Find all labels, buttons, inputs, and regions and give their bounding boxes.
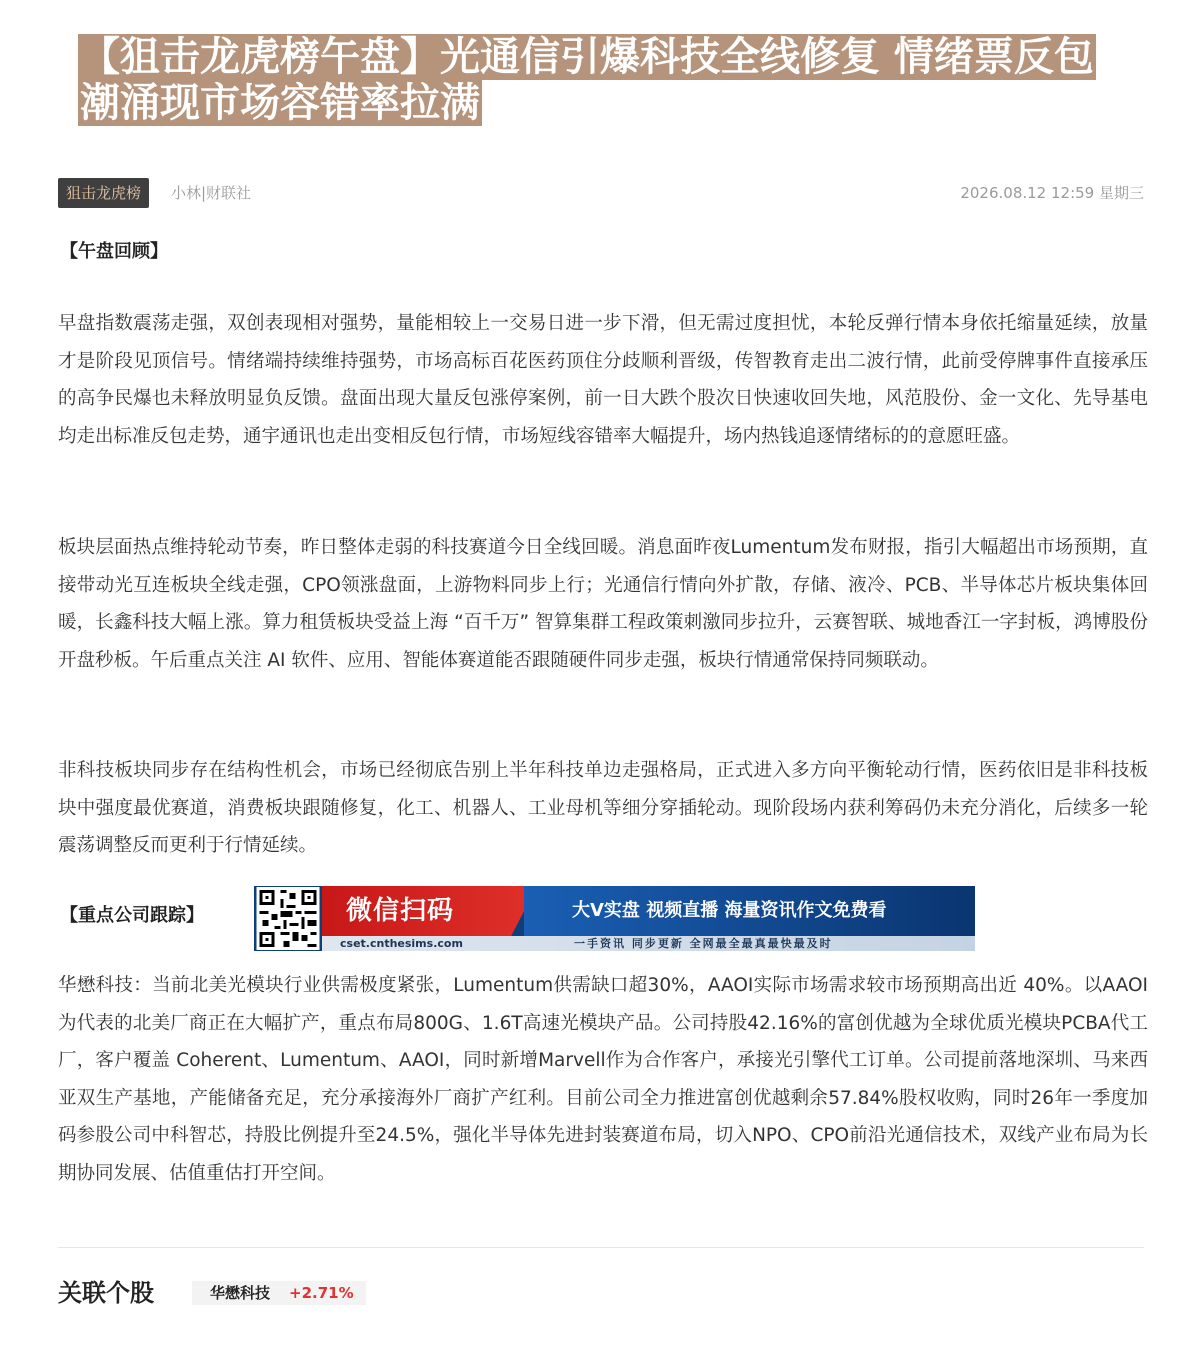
review-paragraph-3: 非科技板块同步存在结构性机会，市场已经彻底告别上半年科技单边走强格局，正式进入多方向平衡轮动行情，医药依旧是非科技板块中强度最优赛道，消费板块跟随修复，化工、机器人、工业母机等细分穿插轮动。现阶段场内获利筹码仍未充分消化，后续多一轮震荡调整反而更利于行情延续。 — [58, 760, 1148, 856]
column-tag[interactable]: 狙击龙虎榜 — [58, 178, 149, 208]
qr-code-icon — [256, 887, 320, 950]
section-heading-review: 【午盘回顾】 — [60, 241, 168, 262]
banner-url[interactable]: cset.cnthesims.com — [340, 937, 463, 950]
publish-datetime: 2026.08.12 12:59 星期三 — [960, 184, 1144, 202]
author-source[interactable]: 小林|财联社 — [171, 184, 252, 202]
stock-change: +2.71% — [289, 1284, 354, 1302]
article-meta — [58, 178, 1144, 208]
banner-main-text: 微信扫码 — [346, 896, 455, 926]
section-heading-company: 【重点公司跟踪】 — [60, 905, 204, 926]
title-line-2: 潮涌现市场容错率拉满 — [80, 80, 480, 126]
article-title — [78, 34, 1138, 126]
review-paragraph-2: 板块层面热点维持轮动节奏，昨日整体走弱的科技赛道今日全线回暖。消息面昨夜Lumentum发布财报，指引大幅超出市场预期，直接带动光互连板块全线走强，CPO领涨盘面，上游物料同步上行；光通信行情向外扩散，存储、液冷、PCB、半导体芯片板块集体回暖，长鑫科技大幅上涨。算力租赁板块受益上海 “百千万” 智算集群工程政策刺激同步拉升，云赛智联、城地香江一字封板，鸿博股份开盘秒板。午后重点关注 AI 软件、应用、智能体赛道能否跟随硬件同步走强，板块行情通常保持同频联动。 — [58, 537, 1148, 671]
company-paragraph: 华懋科技：当前北美光模块行业供需极度紧张，Lumentum供需缺口超30%，AAOI实际市场需求较市场预期高出近 40%。以AAOI为代表的北美厂商正在大幅扩产，重点布局800G、1.6T高速光模块产品。公司持股42.16%的富创优越为全球优质光模块PCBA代工厂，客户覆盖 Coherent、Lumentum、AAOI，同时新增Marvell作为合作客户，承接光引擎代工订单。公司提前落地深圳、马来西亚双生产基地，产能储备充足，充分承接海外厂商扩产红利。目前公司全力推进富创优越剩余57.84%股权收购，同时26年一季度加码参股公司中科智芯，持股比例提升至24.5%，强化半导体先进封装赛道布局，切入NPO、CPO前沿光通信技术，双线产业布局为长期协同发展、估值重估打开空间。 — [58, 975, 1148, 1184]
review-paragraph-1: 早盘指数震荡走强，双创表现相对强势，量能相较上一交易日进一步下滑，但无需过度担忧，本轮反弹行情本身依托缩量延续，放量才是阶段见顶信号。情绪端持续维持强势，市场高标百花医药顶住分歧顺利晋级，传智教育走出二波行情，此前受停牌事件直接承压的高争民爆也未释放明显负反馈。盘面出现大量反包涨停案例，前一日大跌个股次日快速收回失地，风范股份、金一文化、先导基电均走出标准反包走势，通宇通讯也走出变相反包行情，市场短线容错率大幅提升，场内热钱追逐情绪标的的意愿旺盛。 — [58, 313, 1148, 447]
banner-slogan: 一手资讯 同步更新 全网最全最真最快最及时 — [574, 937, 833, 950]
related-stocks-heading: 关联个股 — [58, 1279, 154, 1307]
section-divider — [58, 1247, 1144, 1248]
stock-name: 华懋科技 — [210, 1284, 271, 1302]
wechat-scan-banner[interactable] — [254, 886, 975, 951]
banner-tagline: 大V实盘 视频直播 海量资讯作文免费看 — [572, 900, 887, 921]
related-stock-chip[interactable] — [192, 1281, 366, 1305]
title-line-1: 【狙击龙虎榜午盘】光通信引爆科技全线修复 情绪票反包 — [80, 34, 1094, 80]
